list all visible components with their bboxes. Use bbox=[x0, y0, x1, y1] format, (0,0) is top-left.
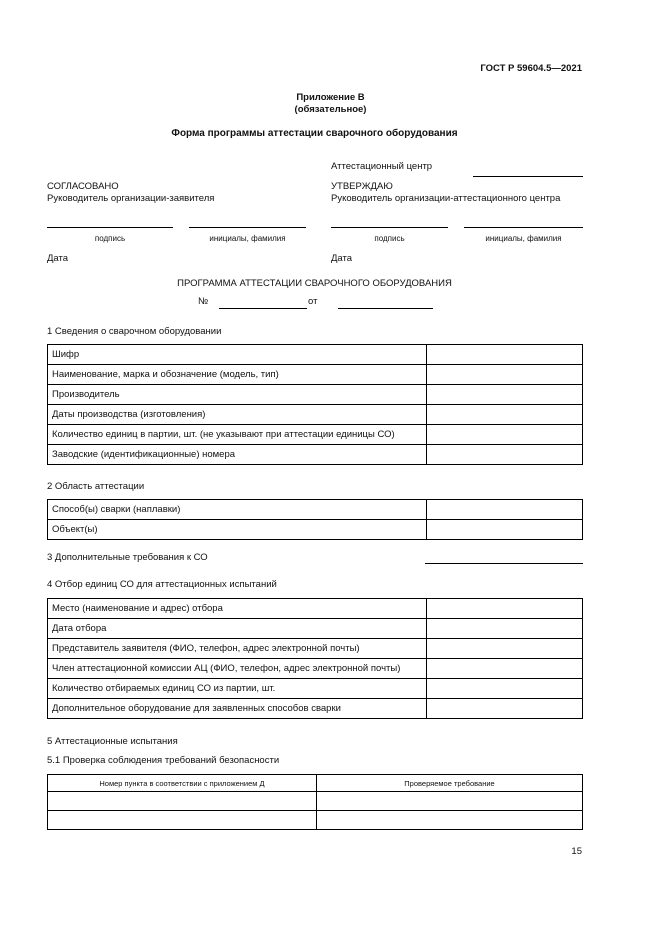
table-row bbox=[48, 639, 583, 659]
table-row bbox=[48, 599, 583, 619]
value-cell[interactable] bbox=[427, 599, 583, 619]
value-cell[interactable] bbox=[48, 792, 317, 811]
equipment-info-table bbox=[47, 344, 583, 465]
applicant-signature-field[interactable] bbox=[47, 227, 173, 228]
signature-caption: подпись bbox=[374, 234, 405, 243]
center-head-role: Руководитель организации-аттестационного центра bbox=[331, 193, 561, 204]
row-label: Место (наименование и адрес) отбора bbox=[48, 599, 427, 619]
row-label: Объект(ы) bbox=[48, 520, 427, 540]
initials-caption: инициалы, фамилия bbox=[209, 234, 286, 243]
table-row bbox=[48, 405, 583, 425]
table-header-row bbox=[48, 775, 583, 792]
table-row bbox=[48, 520, 583, 540]
section-5-title: 5 Аттестационные испытания bbox=[47, 736, 178, 747]
center-signature-field[interactable] bbox=[331, 227, 448, 228]
value-cell[interactable] bbox=[317, 811, 583, 830]
table-row bbox=[48, 365, 583, 385]
value-cell[interactable] bbox=[427, 425, 583, 445]
form-title: Форма программы аттестации сварочного оборудования bbox=[171, 128, 458, 139]
row-label: Даты производства (изготовления) bbox=[48, 405, 427, 425]
value-cell[interactable] bbox=[427, 385, 583, 405]
value-cell[interactable] bbox=[427, 520, 583, 540]
table-row bbox=[48, 679, 583, 699]
value-cell[interactable] bbox=[427, 445, 583, 465]
value-cell[interactable] bbox=[427, 619, 583, 639]
table-row bbox=[48, 500, 583, 520]
row-label: Наименование, марка и обозначение (модель, тип) bbox=[48, 365, 427, 385]
value-cell[interactable] bbox=[427, 639, 583, 659]
applicant-initials-field[interactable] bbox=[189, 227, 306, 228]
table-row bbox=[48, 445, 583, 465]
row-label: Член аттестационной комиссии АЦ (ФИО, телефон, адрес электронной почты) bbox=[48, 659, 427, 679]
additional-requirements-field[interactable] bbox=[425, 563, 583, 564]
table-row bbox=[48, 385, 583, 405]
safety-check-table bbox=[47, 774, 583, 830]
agreed-label: СОГЛАСОВАНО bbox=[47, 181, 119, 192]
section-3-title: 3 Дополнительные требования к СО bbox=[47, 552, 208, 563]
program-title: ПРОГРАММА АТТЕСТАЦИИ СВАРОЧНОГО ОБОРУДОВАНИЯ bbox=[177, 278, 452, 289]
row-label: Шифр bbox=[48, 345, 427, 365]
column-header: Номер пункта в соответствии с приложением Д bbox=[48, 775, 317, 792]
table-row bbox=[48, 792, 583, 811]
row-label: Производитель bbox=[48, 385, 427, 405]
center-initials-field[interactable] bbox=[464, 227, 583, 228]
value-cell[interactable] bbox=[427, 365, 583, 385]
row-label: Дата отбора bbox=[48, 619, 427, 639]
date-label: Дата bbox=[331, 253, 353, 264]
center-field[interactable] bbox=[473, 176, 583, 177]
attestation-scope-table bbox=[47, 499, 583, 540]
row-label: Заводские (идентификационные) номера bbox=[48, 445, 427, 465]
section-5-1-title: 5.1 Проверка соблюдения требований безопасности bbox=[47, 755, 280, 766]
row-label: Количество единиц в партии, шт. (не указывают при аттестации единицы СО) bbox=[48, 425, 427, 445]
page-number: 15 bbox=[571, 846, 582, 857]
value-cell[interactable] bbox=[317, 792, 583, 811]
value-cell[interactable] bbox=[427, 699, 583, 719]
sampling-table bbox=[47, 598, 583, 719]
value-cell[interactable] bbox=[427, 659, 583, 679]
value-cell[interactable] bbox=[427, 345, 583, 365]
program-date-label: от bbox=[308, 296, 318, 307]
row-label: Количество отбираемых единиц СО из партии, шт. bbox=[48, 679, 427, 699]
value-cell[interactable] bbox=[427, 405, 583, 425]
value-cell[interactable] bbox=[427, 500, 583, 520]
table-row bbox=[48, 619, 583, 639]
value-cell[interactable] bbox=[427, 679, 583, 699]
table-row bbox=[48, 699, 583, 719]
row-label: Дополнительное оборудование для заявленных способов сварки bbox=[48, 699, 427, 719]
table-row bbox=[48, 659, 583, 679]
table-row bbox=[48, 811, 583, 830]
standard-number: ГОСТ Р 59604.5—2021 bbox=[480, 63, 582, 74]
section-2-title: 2 Область аттестации bbox=[47, 481, 145, 492]
row-label: Представитель заявителя (ФИО, телефон, адрес электронной почты) bbox=[48, 639, 427, 659]
table-row bbox=[48, 345, 583, 365]
applicant-role: Руководитель организации-заявителя bbox=[47, 193, 215, 204]
program-number-label: № bbox=[198, 296, 209, 307]
section-4-title: 4 Отбор единиц СО для аттестационных испытаний bbox=[47, 579, 277, 590]
center-label: Аттестационный центр bbox=[331, 161, 433, 172]
program-number-field[interactable] bbox=[219, 308, 307, 309]
appendix-title: Приложение В bbox=[296, 92, 365, 103]
approve-label: УТВЕРЖДАЮ bbox=[331, 181, 393, 192]
column-header: Проверяемое требование bbox=[317, 775, 583, 792]
initials-caption: инициалы, фамилия bbox=[485, 234, 562, 243]
program-date-field[interactable] bbox=[338, 308, 433, 309]
appendix-status: (обязательное) bbox=[294, 104, 367, 115]
table-row bbox=[48, 425, 583, 445]
signature-caption: подпись bbox=[94, 234, 126, 243]
value-cell[interactable] bbox=[48, 811, 317, 830]
date-label: Дата bbox=[47, 253, 69, 264]
row-label: Способ(ы) сварки (наплавки) bbox=[48, 500, 427, 520]
section-1-title: 1 Сведения о сварочном оборудовании bbox=[47, 326, 222, 337]
